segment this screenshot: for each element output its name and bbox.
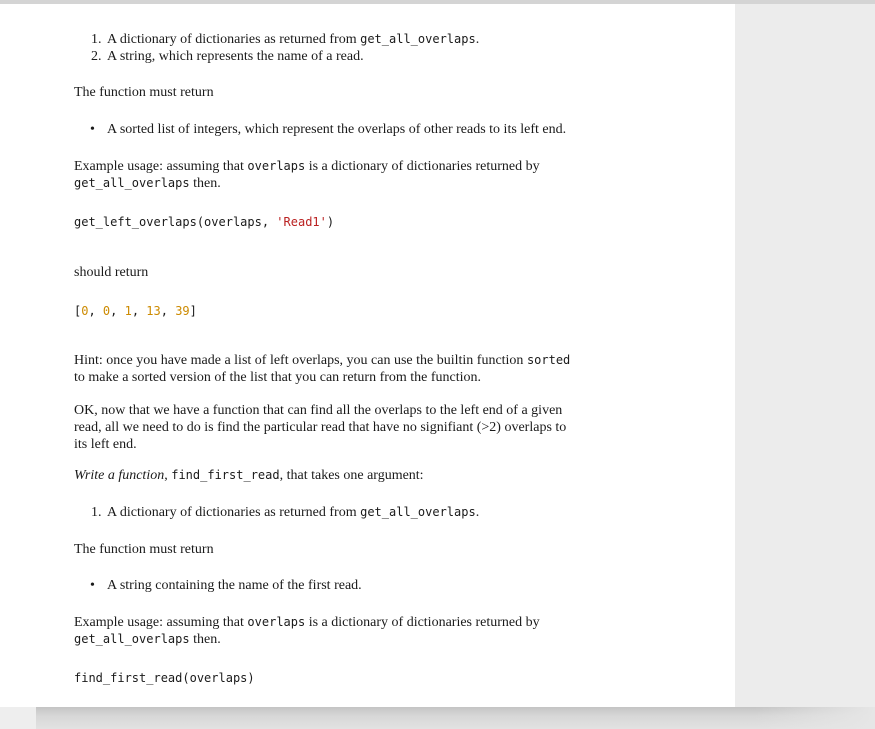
hint-line-1 [74,352,602,369]
number-literal: 0 [102,304,111,318]
usage-line-1 [74,158,602,175]
list-item-tail: . [475,32,480,47]
inline-code: overlaps [247,615,306,629]
usage-mid: is a dictionary of dictionaries returned by [305,159,540,174]
usage-mid: is a dictionary of dictionaries returned by [305,615,540,630]
ok-line-2: read, all we need to do is find the particular read that have no signifiant (>2) overlaps to [74,420,567,435]
bullet-text: A sorted list of integers, which represent the overlaps of other reads to its left end. [107,122,567,137]
inline-code: get_all_overlaps [74,176,190,190]
hint-line-2: to make a sorted version of the list that you can return from the function. [74,370,482,385]
usage-line-1 [74,614,602,631]
code-block [74,214,602,231]
usage-tail: then. [189,176,221,191]
code-function: get_left_overlaps(overlaps, [74,215,277,229]
inline-code: overlaps [247,159,306,173]
bullet-glyph: • [90,578,95,593]
number-literal: 13 [146,304,161,318]
bracket: ] [189,304,197,318]
number-literal: 1 [124,304,132,318]
paragraph: The function must return [74,85,214,100]
bracket: [ [74,304,82,318]
separator: , [88,304,103,318]
ok-line-1: OK, now that we have a function that can find all the overlaps to the left end of a given [74,403,563,418]
bullet-item [74,577,602,594]
code-block-result [74,303,602,320]
usage-lead: Example usage: assuming that [74,615,248,630]
scrollbar-left-cap [0,707,36,729]
inline-code: get_all_overlaps [360,32,476,46]
list-number: 2. [91,49,102,64]
inline-code: find_first_read [171,468,280,482]
right-gutter [735,4,875,707]
write-tail: , that takes one argument: [279,468,424,483]
inline-code: sorted [526,353,571,367]
hint-text: Hint: once you have made a list of left overlaps, you can use the builtin function [74,353,527,368]
scrollbar-right-fade [755,707,875,729]
paragraph: The function must return [74,542,214,557]
comma: , [164,468,172,483]
inline-code: get_all_overlaps [74,632,190,646]
list-number: 1. [91,32,102,47]
code-block: find_first_read(overlaps) [74,671,255,685]
list-item [74,48,602,65]
separator: , [160,304,176,318]
notebook-page [0,4,735,707]
usage-lead: Example usage: assuming that [74,159,248,174]
list-item [74,504,602,521]
list-item-text: A dictionary of dictionaries as returned from [107,505,361,520]
bullet-text: A string containing the name of the first read. [107,578,362,593]
separator: , [110,304,125,318]
number-literal: 39 [175,304,190,318]
bullet-glyph: • [90,122,95,137]
number-literal: 0 [81,304,89,318]
separator: , [131,304,147,318]
bullet-item [74,121,602,138]
list-item-text: A dictionary of dictionaries as returned from [107,32,361,47]
list-item-tail: . [475,505,480,520]
usage-line-2 [74,631,602,648]
usage-line-2 [74,175,602,192]
ok-line-3: its left end. [74,437,137,452]
horizontal-scrollbar[interactable] [0,707,875,729]
code-paren: ) [326,215,335,229]
inline-code: get_all_overlaps [360,505,476,519]
list-item-text: A string, which represents the name of a read. [107,49,364,64]
code-string: 'Read1' [276,215,327,229]
write-function-line [74,467,602,484]
emphasis: Write a function [74,468,165,483]
paragraph: should return [74,265,149,280]
list-number: 1. [91,505,102,520]
list-item [74,31,602,48]
usage-tail: then. [189,632,221,647]
